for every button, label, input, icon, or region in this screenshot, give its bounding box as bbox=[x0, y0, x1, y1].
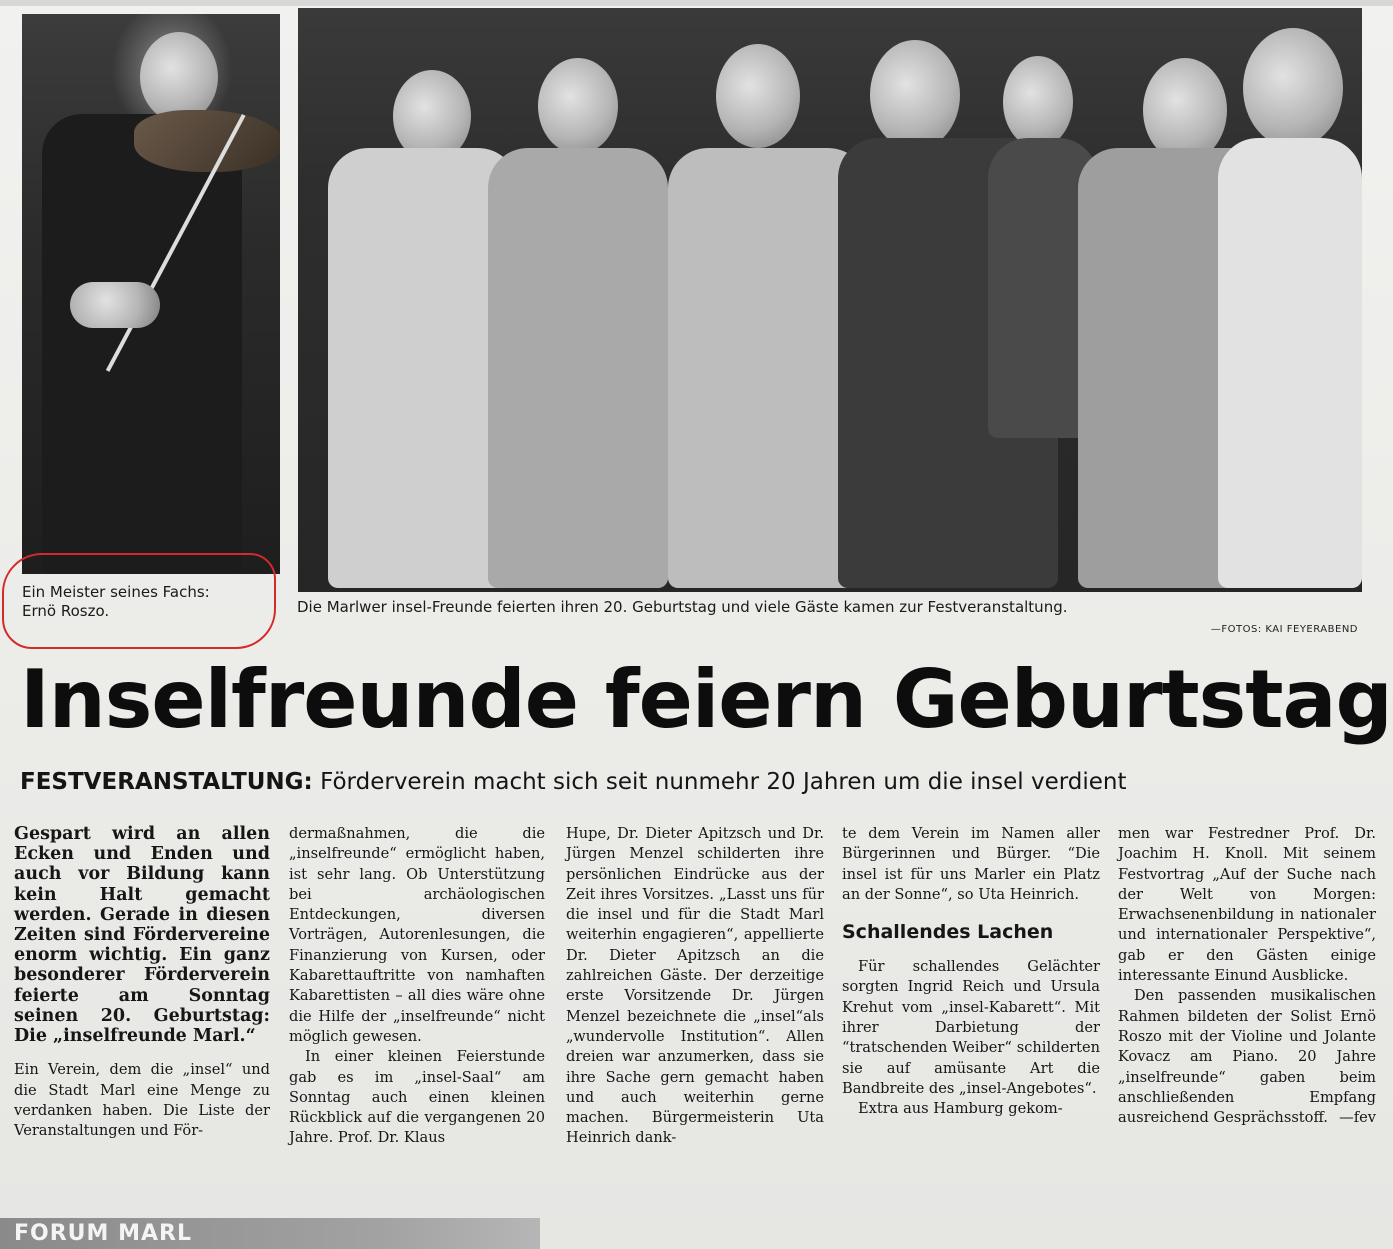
page-edge bbox=[0, 0, 1393, 6]
subheadline bbox=[20, 766, 1370, 798]
article-column-2 bbox=[289, 824, 545, 1149]
article-paragraph: Ein Verein, dem die „insel“ und die Stadt Marl eine Menge zu verdanken haben. Die Liste der Veranstaltungen und För- bbox=[14, 1061, 270, 1140]
article-paragraph: Hupe, Dr. Dieter Apitzsch und Dr. Jürgen Menzel schilderten ihre persönlichen Eindrücke aus der Zeit ihres Vorsitzes. „Lasst uns für die insel und für die Stadt Marl weiterhin engagieren“, appellierte Dr. Dieter Apitzsch an die zahlreichen Gäste. Der derzeitige erste Vorsitzende Dr. Jürgen Menzel bezeichnete die „insel“als „wundervolle Institution“. Allen dreien war anzumerken, dass sie ihre Sache gern gemacht haben und auch weiterhin gerne machen. Bürgermeisterin Uta Heinrich dank- bbox=[566, 825, 824, 1147]
photo-credit: —FOTOS: KAI FEYERABEND bbox=[1210, 624, 1358, 635]
audience-head bbox=[1003, 56, 1073, 148]
headline: Inselfreunde feiern Geburtstag bbox=[20, 653, 1392, 746]
article-column-5 bbox=[1118, 824, 1376, 1129]
violinist-body bbox=[42, 114, 242, 574]
audience-head bbox=[716, 44, 800, 148]
audience-head bbox=[538, 58, 618, 154]
violinist-hand bbox=[70, 282, 160, 328]
author-signature: —fev bbox=[1339, 1109, 1376, 1127]
article-column-4 bbox=[842, 824, 1100, 1120]
article-paragraph: Für schallendes Gelächter sorgten Ingrid Reich und Ursula Krehut vom „insel-Kabarett“. Mit ihrer Darbietung der “tratschenden Weiber“ schilderten sie auf amüsante Art die Bandbreite des „insel-Angebotes“. bbox=[842, 958, 1100, 1097]
subhead-kicker: FESTVERANSTALTUNG: bbox=[20, 769, 313, 795]
section-subheading: Schallendes Lachen bbox=[842, 921, 1054, 944]
article-column-1 bbox=[14, 824, 270, 1141]
article-paragraph: te dem Verein im Namen aller Bürgerinnen und Bürger. “Die insel ist für uns Marler ein Platz an der Sonne“, so Uta Heinrich. bbox=[842, 825, 1100, 903]
audience-head bbox=[1143, 58, 1227, 162]
subhead-text: Förderverein macht sich seit nunmehr 20 Jahren um die insel verdient bbox=[312, 769, 1127, 795]
violin bbox=[134, 110, 280, 172]
audience-head bbox=[870, 40, 960, 150]
photo-audience bbox=[298, 8, 1362, 592]
article-paragraph: men war Festredner Prof. Dr. Joachim H. Knoll. Mit seinem Festvortrag „Auf der Suche nach der Welt von Morgen: Erwachsenenbildung in nationaler und internationaler Perspektive“, gab er den Gästen einige interessante Einund Ausblicke. bbox=[1118, 825, 1376, 985]
photo-caption-right: Die Marlwer insel-Freunde feierten ihren 20. Geburtstag und viele Gäste kamen zur Festveranstaltung. bbox=[297, 598, 1068, 616]
article-paragraph: dermaßnahmen, die die „inselfreunde“ ermöglicht haben, ist sehr lang. Ob Unterstützung bei archäologischen Entdeckungen, diversen Vorträgen, Autorenlesungen, die Finanzierung von Kursen, oder Kabarettauftritte von namhaften Kabarettisten – all dies wäre ohne die Hilfe der „inselfreunde“ nicht möglich gewesen. bbox=[289, 825, 545, 1045]
section-label: FORUM MARL bbox=[14, 1221, 192, 1246]
article-paragraph: Den passenden musikalischen Rahmen bildeten der Solist Ernö Roszo mit der Violine und Jolante Kovacz am Piano. 20 Jahre „inselfreunde“ gaben beim anschließenden Empfang ausreichend Gesprächsstoff. bbox=[1118, 987, 1376, 1127]
article-column-3 bbox=[566, 824, 824, 1149]
caption-left-line2: Ernö Roszo. bbox=[22, 602, 110, 620]
photo-caption-left bbox=[22, 583, 262, 621]
audience-body bbox=[488, 148, 668, 588]
audience-body bbox=[1218, 138, 1362, 588]
violinist-head bbox=[140, 32, 218, 122]
photo-violinist bbox=[22, 14, 280, 574]
audience-head bbox=[1243, 28, 1343, 148]
article-paragraph: In einer kleinen Feierstunde gab es im „insel-Saal“ am Sonntag auch einen kleinen Rückblick auf die vergangenen 20 Jahre. Prof. Dr. Klaus bbox=[289, 1048, 545, 1147]
article-paragraph: Extra aus Hamburg gekom- bbox=[858, 1100, 1063, 1118]
caption-left-line1: Ein Meister seines Fachs: bbox=[22, 583, 210, 601]
article-lead: Gespart wird an allen Ecken und Enden und auch vor Bildung kann kein Halt gemacht werden. Gerade in diesen Zeiten sind Fördervereine enorm wichtig. Ein ganz besonderer Förderverein feierte am Sonntag seinen 20. Geburtstag: Die „inselfreunde Marl.“ bbox=[14, 824, 270, 1047]
